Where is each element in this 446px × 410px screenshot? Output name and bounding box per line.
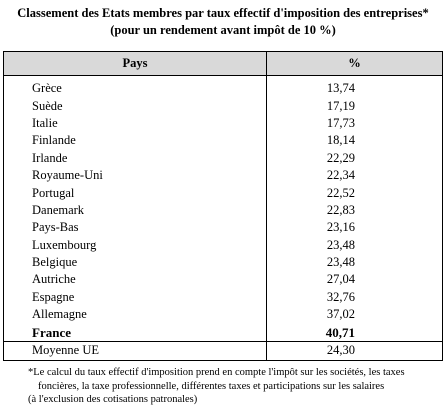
- table-row: [4, 97, 443, 114]
- rate-cell: 27,04: [267, 271, 443, 288]
- table-row: [4, 150, 443, 167]
- country-cell: Royaume-Uni: [4, 167, 267, 184]
- country-cell: Autriche: [4, 271, 267, 288]
- ranking-table: [3, 51, 443, 361]
- country-cell: Danemark: [4, 202, 267, 219]
- footnote-line: (à l'exclusion des cotisations patronales): [28, 394, 198, 405]
- rate-cell: 40,71: [267, 323, 443, 341]
- table-row: [4, 271, 443, 288]
- table-row: [4, 219, 443, 236]
- country-cell: Pays-Bas: [4, 219, 267, 236]
- rate-cell: 22,29: [267, 150, 443, 167]
- table-row: [4, 202, 443, 219]
- rate-cell: 13,74: [267, 76, 443, 98]
- rate-cell: 22,52: [267, 184, 443, 201]
- rate-cell: 17,73: [267, 115, 443, 132]
- country-cell: Suède: [4, 97, 267, 114]
- country-cell: Italie: [4, 115, 267, 132]
- table-row: [4, 132, 443, 149]
- column-header-percent: %: [267, 52, 443, 76]
- rate-cell: 37,02: [267, 306, 443, 323]
- country-cell: Belgique: [4, 254, 267, 271]
- rate-cell: 23,48: [267, 254, 443, 271]
- rate-cell: 17,19: [267, 97, 443, 114]
- document-subtitle: (pour un rendement avant impôt de 10 %): [110, 23, 336, 37]
- highlighted-row-france: [4, 323, 443, 341]
- country-cell: Allemagne: [4, 306, 267, 323]
- average-row: [4, 341, 443, 360]
- rate-cell: 32,76: [267, 289, 443, 306]
- country-cell: Espagne: [4, 289, 267, 306]
- table-row: [4, 237, 443, 254]
- table-row: [4, 115, 443, 132]
- footnote: [28, 366, 442, 407]
- table-row: [4, 167, 443, 184]
- table-row: [4, 76, 443, 98]
- rate-cell: 18,14: [267, 132, 443, 149]
- table-row: [4, 254, 443, 271]
- table-header-row: [4, 52, 443, 76]
- footnote-line: foncières, la taxe professionnelle, différentes taxes et participations sur les salaires: [38, 380, 385, 392]
- average-value-cell: 24,30: [267, 341, 443, 360]
- footnote-line: *Le calcul du taux effectif d'imposition prend en compte l'impôt sur les sociétés, les taxes: [28, 367, 405, 378]
- country-cell: Portugal: [4, 184, 267, 201]
- country-cell: Irlande: [4, 150, 267, 167]
- column-header-pays: Pays: [4, 52, 267, 76]
- table-row: [4, 306, 443, 323]
- table-row: [4, 184, 443, 201]
- country-cell: France: [4, 323, 267, 341]
- rate-cell: 23,48: [267, 237, 443, 254]
- country-cell: Luxembourg: [4, 237, 267, 254]
- country-cell: Grèce: [4, 76, 267, 98]
- rate-cell: 22,34: [267, 167, 443, 184]
- rate-cell: 22,83: [267, 202, 443, 219]
- country-cell: Finlande: [4, 132, 267, 149]
- document-title: Classement des Etats membres par taux effectif d'imposition des entreprises*: [17, 6, 429, 20]
- rate-cell: 23,16: [267, 219, 443, 236]
- table-row: [4, 289, 443, 306]
- average-label-cell: Moyenne UE: [4, 341, 267, 360]
